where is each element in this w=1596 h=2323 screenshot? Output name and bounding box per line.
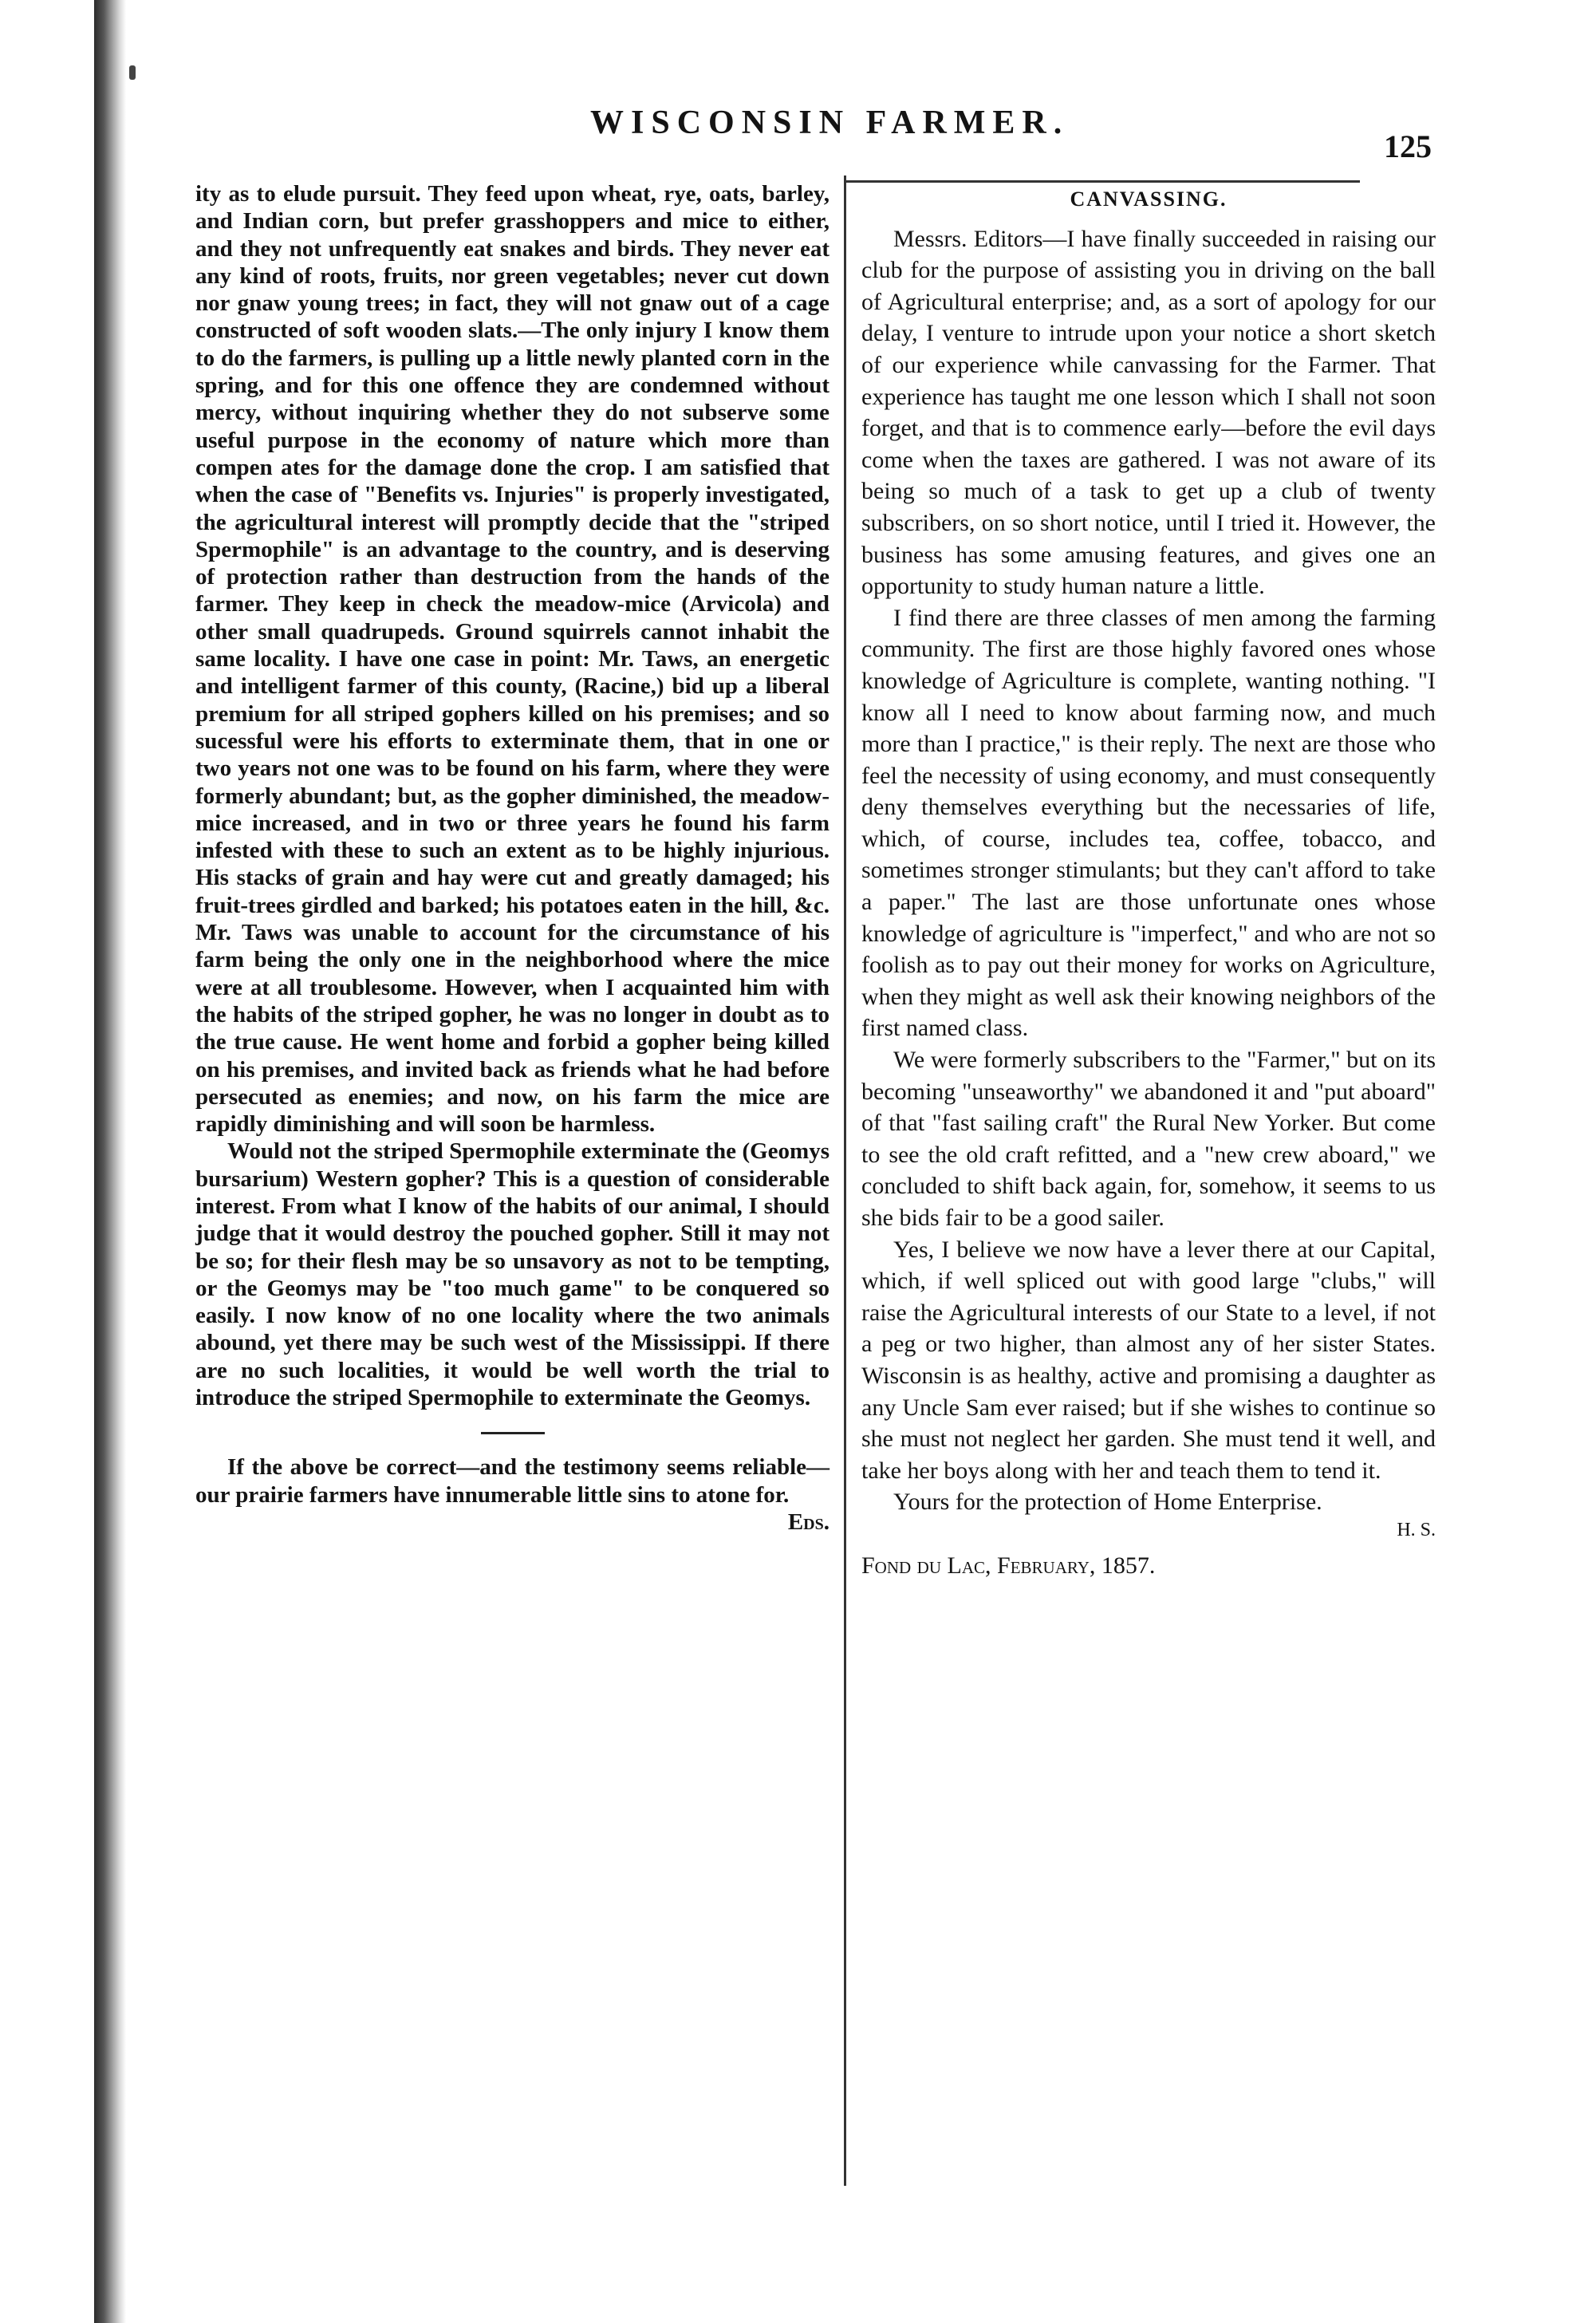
right-paragraph-3: We were formerly subscribers to the "Farmer," but on its becoming "unseaworthy" we abandoned it and "put aboard" of that "fast sailing craft" the Rural New Yorker. But come to see the old craft refitted, and a "new crew aboard," we concluded to shift back again, for, somehow, it seems to us she bids fair to be a good sailer. bbox=[861, 1047, 1436, 1231]
left-paragraph-2: Would not the striped Spermophile exterminate the (Geomys bursarium) Western gopher? This is a question of considerable interest. From what I know of the habits of our animal, I should judge that it would destroy the pouched gopher. Still it may not be so; for their flesh may be so unsavory as not to be tempting, or the Geomys may be "too much game" to be conquered so easily. I now know of no one locality where the two animals abound, yet there may be such west of the Mississippi. If there are no such localities, it would be well worth the trial to introduce the striped Spermophile to exterminate the Geomys. bbox=[195, 1138, 830, 1411]
left-paragraph-1: ity as to elude pursuit. They feed upon wheat, rye, oats, barley, and Indian corn, but prefer grasshoppers and mice to either, and they not unfrequently eat snakes and birds. They never eat any kind of roots, fruits, nor green vegetables; never cut down nor gnaw young trees; in fact, they will not gnaw out of a cage constructed of soft wooden slats.—The only injury I know them to do the farmers, is pulling up a little newly planted corn in the spring, and for this one offence they are condemned without mercy, without inquiring whether they do not subserve some useful purpose in the economy of nature which more than compen ates for the damage done the crop. I am satisfied that when the case of "Benefits vs. Injuries" is properly investigated, the agricultural interest will promptly decide that the "striped Spermophile" is an advantage to the country, and is deserving of protection rather than destruction from the hands of the farmer. They keep in check the meadow-mice (Arvicola) and other small quadrupeds. Ground squirrels cannot inhabit the same locality. I have one case in point: Mr. Taws, an energetic and intelligent farmer of this county, (Racine,) bid up a liberal premium for all striped gophers killed on his premises; and so sucessful were his efforts to exterminate them, that in one or two years not one was to be found on his farm, where they were formerly abundant; but, as the gopher diminished, the meadow-mice increased, and in two or three years he found his farm infested with these to such an extent as to be highly injurious. His stacks of grain and hay were cut and greatly damaged; his fruit-trees girdled and barked; his potatoes eaten in the hill, &c. Mr. Taws was unable to account for the circumstance of his farm being the only one in the neighborhood where the mice were at all troublesome. However, when I acquainted him with the habits of the striped gopher, he was no longer in doubt as to the true cause. He went home and forbid a gopher being killed on his premises, and invited back as friends what he had before persecuted as enemies; and now, on his farm the mice are rapidly diminishing and will soon be harmless. bbox=[195, 181, 830, 1138]
article-title: CANVASSING. bbox=[1070, 187, 1228, 211]
scan-binding-edge bbox=[94, 0, 126, 2323]
left-column bbox=[195, 180, 830, 1536]
right-column bbox=[861, 180, 1436, 1581]
right-paragraph-1: Messrs. Editors—I have finally succeeded in raising our club for the purpose of assisting you in driving on the ball of Agricultural enterprise; and, as a sort of apology for our delay, I venture to intrude upon your notice a short sketch of our experience while canvassing for the Farmer. That experience has taught me one lesson which I shall not soon forget, and that is to commence early—before the evil days come when the taxes are gathered. I was not aware of its being so much of a task to get up a club of twenty subscribers, on so short notice, until I tried it. However, the business has some amusing features, and gives one an opportunity to study human nature a little. bbox=[861, 225, 1436, 600]
editor-signature: Eds. bbox=[787, 1509, 830, 1535]
right-paragraph-2: I find there are three classes of men among the farming community. The first are those highly favored ones whose knowledge of Agriculture is complete, wanting nothing. "I know all I need to know about farming now, and much more than I practice," is their reply. The next are those who feel the necessity of using economy, and must consequently deny themselves everything but the necessaries of life, which, of course, includes tea, coffee, tobacco, and sometimes stronger stimulants; but they can't afford to take a paper." The last are those unfortunate ones whose knowledge of agriculture is "imperfect," and who are not so foolish as to pay out their money for works on Agriculture, when they might as well ask their knowing neighbors of the first named class. bbox=[861, 604, 1436, 1042]
letter-dateline: Fond du Lac, February, 1857. bbox=[861, 1552, 1156, 1579]
right-paragraph-4: Yes, I believe we now have a lever there at our Capital, which, if well spliced out with good large "clubs," will raise the Agricultural interests of our State to a level, if not a peg or two higher, than almost any of her sister States. Wisconsin is as healthy, active and promising a daughter as any Uncle Sam ever raised; but if she wishes to continue so she must not neglect her garden. She must tend it well, and take her boys along with her and teach them to tend it. bbox=[861, 1236, 1436, 1484]
editor-note bbox=[195, 1453, 830, 1535]
column-divider bbox=[844, 176, 846, 2186]
page-number: 125 bbox=[1384, 128, 1432, 164]
page bbox=[171, 104, 1436, 2274]
section-rule bbox=[481, 1432, 545, 1434]
letter-signature: H. S. bbox=[1397, 1519, 1436, 1540]
editor-note-text: If the above be correct—and the testimony seems reliable—our prairie farmers have innumerable little sins to atone for. bbox=[195, 1454, 830, 1508]
right-paragraph-5: Yours for the protection of Home Enterprise. bbox=[893, 1489, 1322, 1516]
running-head: WISCONSIN FARMER. bbox=[590, 105, 1070, 141]
scan-speck bbox=[129, 65, 136, 80]
